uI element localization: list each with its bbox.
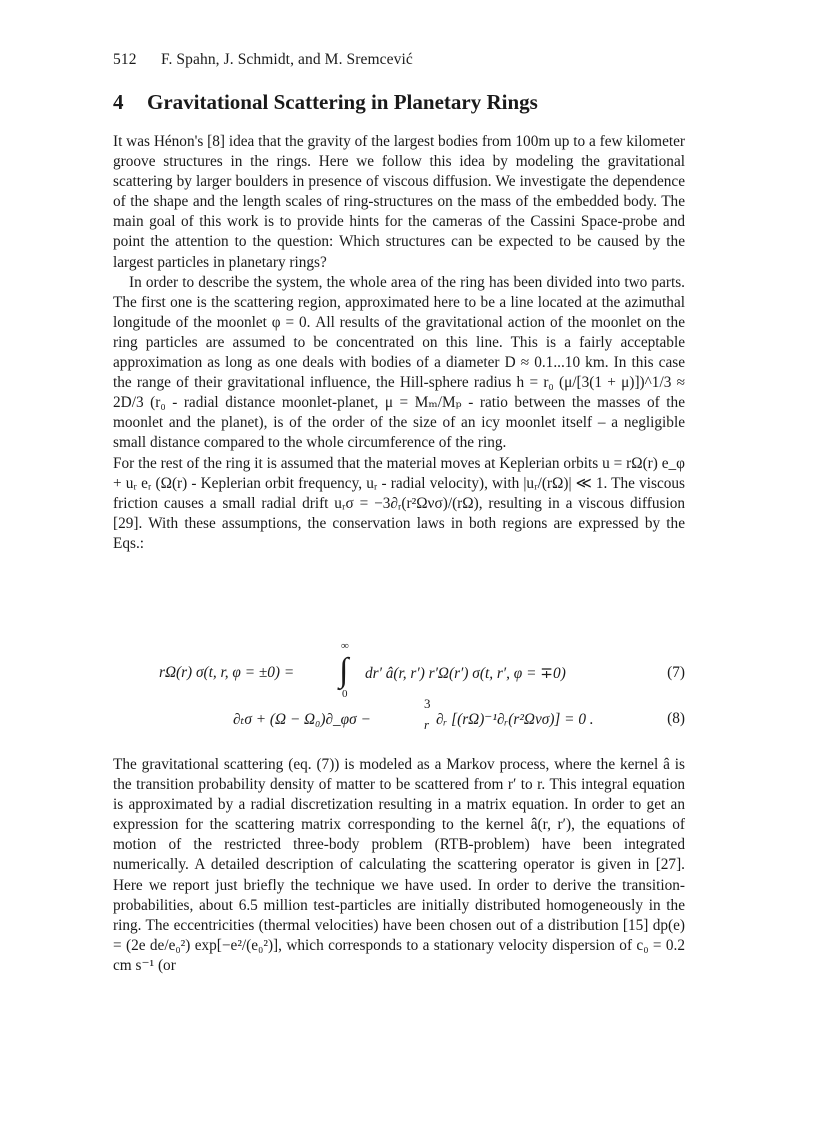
running-head	[113, 51, 413, 69]
integral-upper-limit: ∞	[341, 640, 349, 652]
section-title-text: Gravitational Scattering in Planetary Rings	[147, 90, 538, 114]
equation-7-lhs: rΩ(r) σ(t, r, φ = ±0) =	[159, 664, 295, 681]
paragraph-4: The gravitational scattering (eq. (7)) is modeled as a Markov process, where the kernel â is the transition probability density of matter to be scattered from r′ to r. This integral equation is approximated by a radial discretization resulting in a matrix equation. In order to get an expression for the scattering matrix corresponding to the kernel â(r, r′), the equations of motion of the restricted three-body problem (RTB-problem) have been integrated numerically. A detailed description of calculating the scattering operator is given in [27]. Here we report just briefly the technique we have used. In order to derive the transition-probabilities, about 6.5 million test-particles are initially distributed homogeneously in the ring. The eccentricities (thermal velocities) have been chosen out of a distribution [15] dp(e) = (2e de/e₀²) exp[−e²/(e₀²)], which corresponds to a stationary velocity dispersion of c₀ = 0.2 cm s⁻¹ (or	[113, 756, 685, 974]
paragraph-3: For the rest of the ring it is assumed that the material moves at Keplerian orbits u = rΩ(r) e_φ + uᵣ eᵣ (Ω(r) - Keplerian orbit frequency, uᵣ - radial velocity), with |uᵣ/(rΩ)| ≪ 1. The viscous friction causes a small radial drift uᵣσ = −3∂ᵣ(r²Ωνσ)/(rΩ), resulting in a viscous diffusion [29]. With these assumptions, the conservation laws in both regions are expressed by the Eqs.:	[113, 454, 685, 552]
equation-7	[113, 638, 685, 698]
equation-8-number: (8)	[667, 710, 685, 727]
intro-text-block	[113, 132, 685, 554]
fraction-denominator: r	[424, 717, 430, 732]
method-text-block	[113, 755, 685, 976]
fraction-numerator: 3	[424, 696, 431, 711]
equation-8-part2: ∂ᵣ [(rΩ)⁻¹∂ᵣ(r²Ωνσ)] = 0 .	[436, 711, 594, 728]
equation-7-number: (7)	[667, 664, 685, 681]
integral-lower-limit: 0	[342, 688, 348, 700]
equation-8-part1: ∂ₜσ + (Ω − Ω₀)∂_φσ −	[233, 711, 371, 728]
equation-7-rhs: dr′ â(r, r′) r′Ω(r′) σ(t, r′, φ = ∓0)	[365, 665, 566, 682]
section-number: 4	[113, 90, 124, 114]
integral-sign: ∫	[339, 652, 349, 689]
section-title	[113, 90, 538, 115]
paragraph-1: It was Hénon's [8] idea that the gravity of the largest bodies from 100m up to a few kilometer groove structures in the rings. Here we follow this idea by modeling the gravitational scattering by larger boulders in presence of viscous diffusion. We investigate the dependence of the shape and the length scales of ring-structures on the mass of the embedded body. The main goal of this work is to provide hints for the cameras of the Cassini Space-probe and point the attention to the question: Which structures can be expected to be caused by the largest particles in planetary rings?	[113, 133, 685, 271]
page-number: 512	[113, 51, 137, 68]
equation-8	[113, 698, 685, 738]
paragraph-2: In order to describe the system, the whole area of the ring has been divided into two parts. The first one is the scattering region, approximated here to be a line located at the azimuthal longitude of the moonlet φ = 0. All results of the gravitational action of the moonlet on the ring particles are assumed to be concentrated on this line. This is a fairly acceptable approximation as long as one deals with bodies of a diameter D ≈ 0.1...10 km. In this case the range of their gravitational influence, the Hill-sphere radius h = r₀ (μ/[3(1 + μ)])^1/3 ≈ 2D/3 (r₀ - radial distance moonlet-planet, μ = Mₘ/Mₚ - ratio between the masses of the moonlet and the planet), is of the order of the size of an icy moonlet itself – a negligible small distance compared to the whole circumference of the ring.	[113, 273, 685, 452]
author-line: F. Spahn, J. Schmidt, and M. Sremcević	[161, 51, 413, 68]
